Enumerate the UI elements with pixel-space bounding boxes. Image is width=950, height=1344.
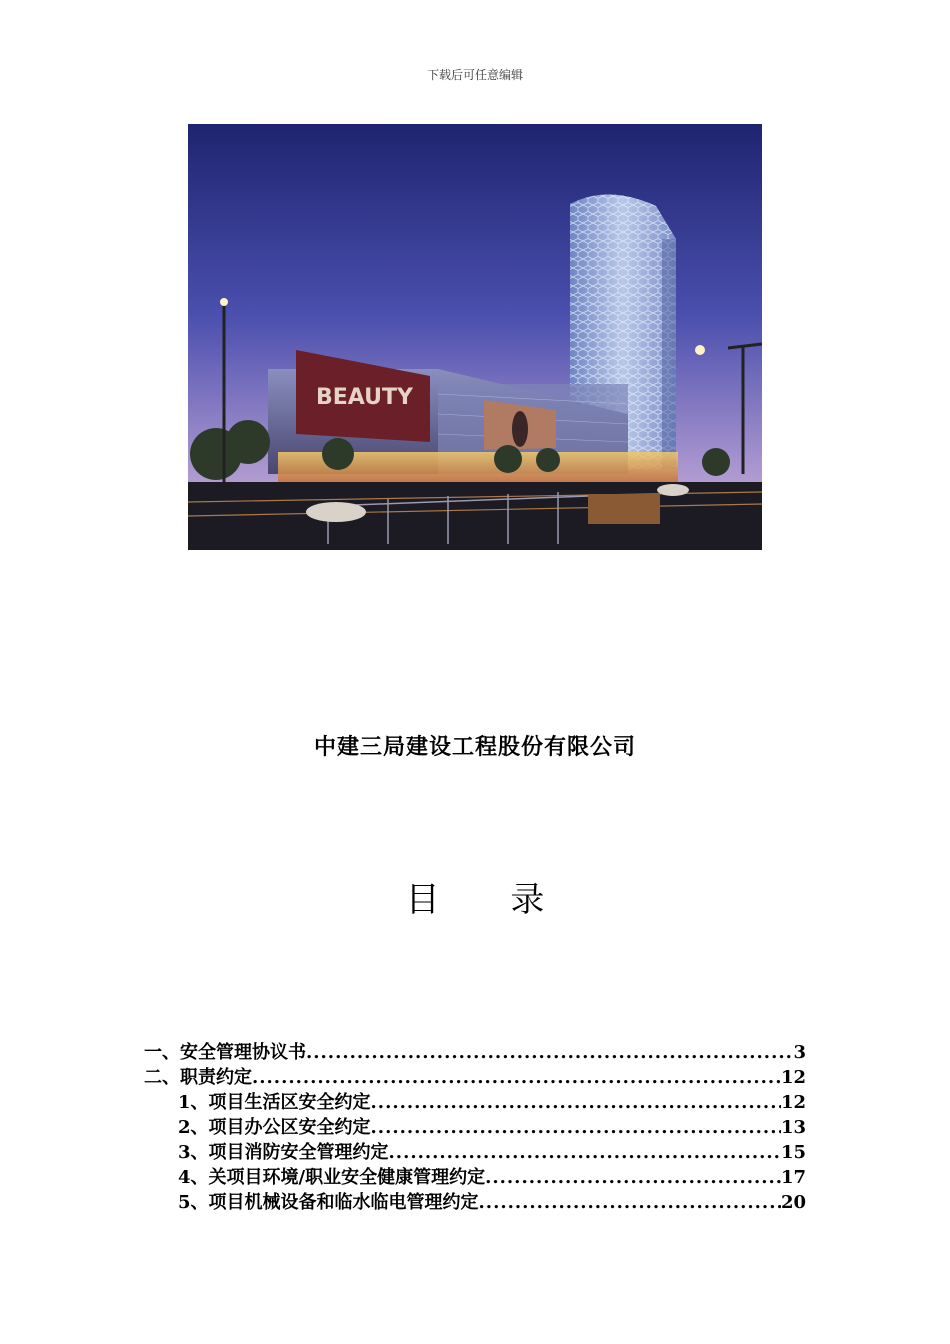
building-render-image [188,124,762,550]
toc-item-2-2[interactable] [144,1115,806,1140]
toc-item-label: 3、项目消防安全管理约定 [178,1142,389,1163]
toc-item-page: 12 [780,1067,806,1088]
company-name: 中建三局建设工程股份有限公司 [313,735,636,760]
toc-item-1[interactable] [144,1040,806,1065]
toc-item-label: 4、关项目环境/职业安全健康管理约定 [178,1167,486,1188]
toc-leader-dots [371,1115,781,1140]
toc-leader-dots [485,1165,781,1190]
billboard-text: BEAUTY [316,385,413,410]
toc-item-page: 13 [780,1117,806,1138]
toc-leader-dots [389,1140,781,1165]
cover-image [188,124,762,550]
toc-item-page: 15 [780,1142,806,1163]
table-of-contents [144,1040,806,1215]
toc-leader-dots [479,1190,781,1215]
toc-item-2-3[interactable] [144,1140,806,1165]
toc-item-label: 1、项目生活区安全约定 [178,1092,371,1113]
header-note: 下载后可任意编辑 [426,68,523,82]
toc-leader-dots [371,1090,781,1115]
toc-item-label: 一、安全管理协议书 [144,1042,306,1063]
toc-item-label: 2、项目办公区安全约定 [178,1117,371,1138]
toc-leader-dots [252,1065,781,1090]
toc-item-page: 17 [780,1167,806,1188]
toc-item-page: 12 [780,1092,806,1113]
toc-item-2-1[interactable] [144,1090,806,1115]
toc-item-2-4[interactable] [144,1165,806,1190]
toc-title: 目 录 [405,880,575,920]
toc-leader-dots [306,1040,793,1065]
toc-item-page: 3 [793,1042,806,1063]
toc-item-label: 二、职责约定 [144,1067,252,1088]
toc-item-page: 20 [780,1192,806,1213]
toc-item-2-5[interactable] [144,1190,806,1215]
toc-item-2[interactable] [144,1065,806,1090]
toc-item-label: 5、项目机械设备和临水临电管理约定 [178,1192,479,1213]
